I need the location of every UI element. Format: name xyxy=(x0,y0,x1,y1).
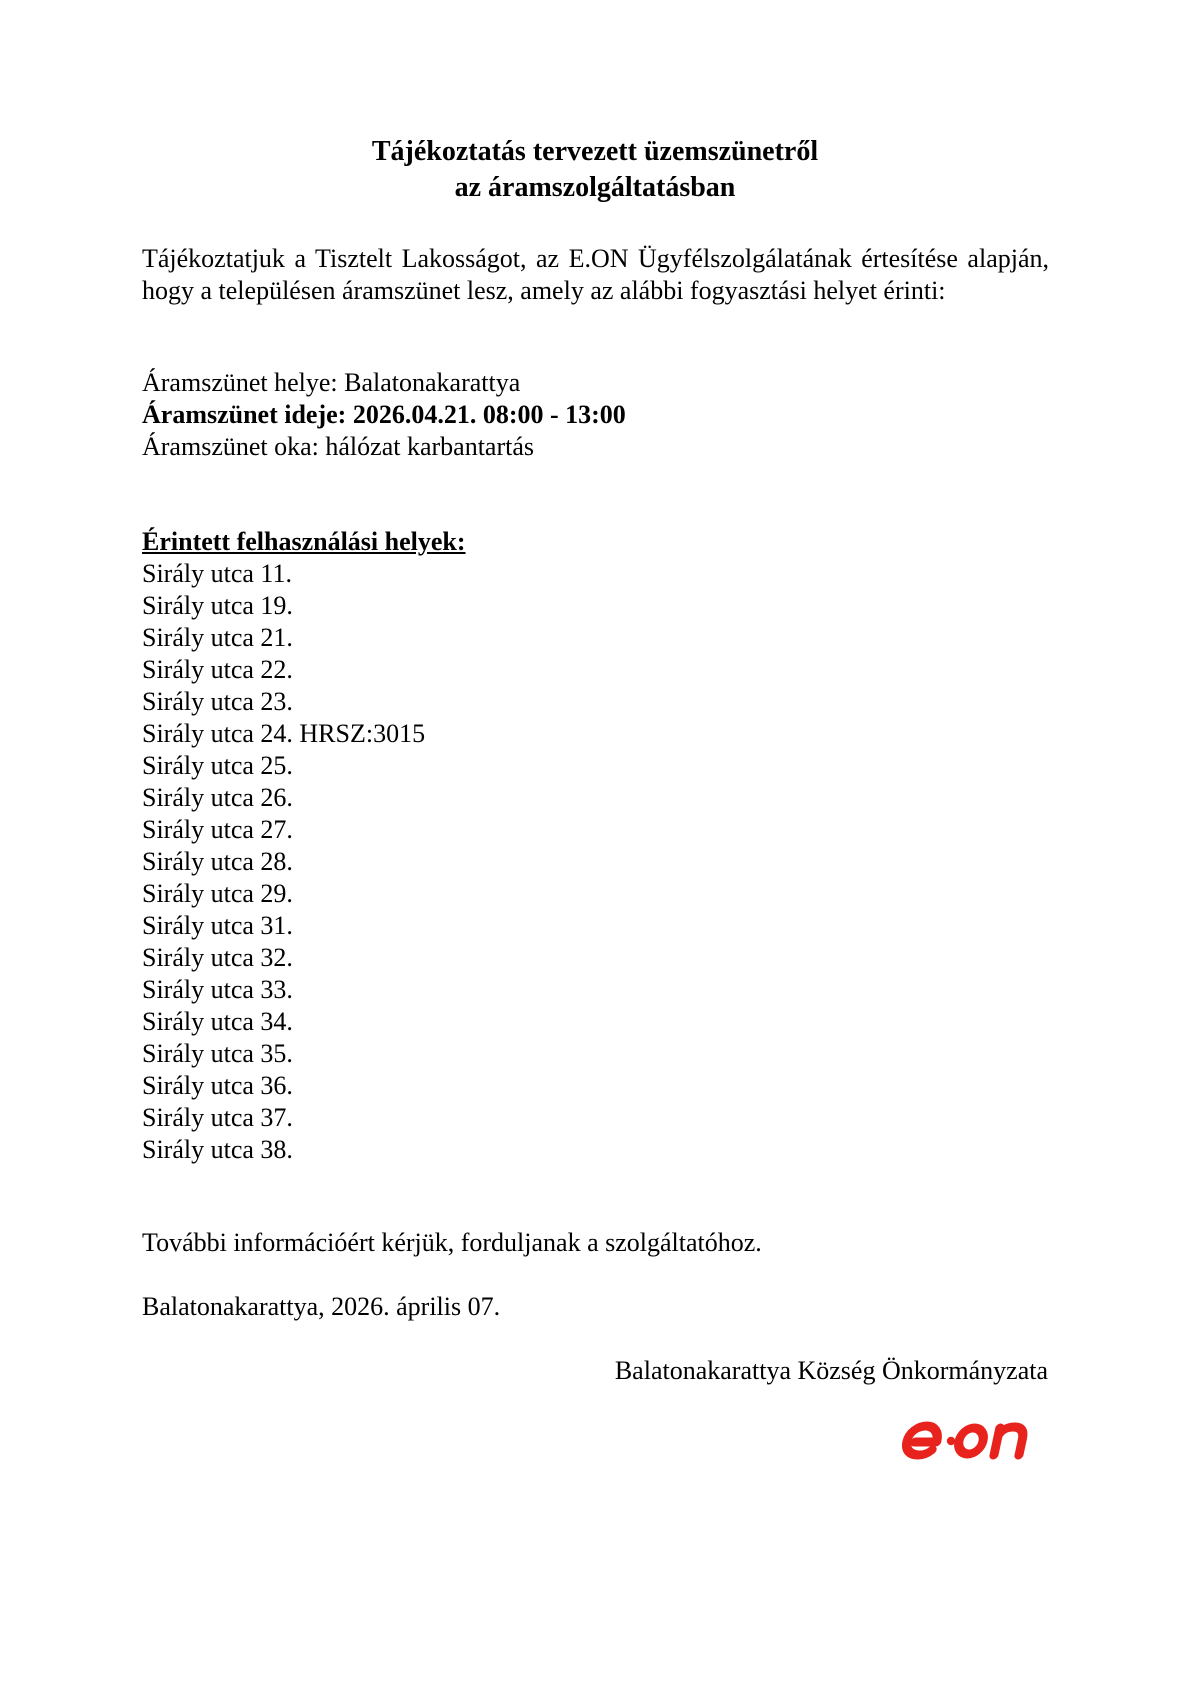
address-item: Sirály utca 23. xyxy=(142,687,293,716)
outage-info xyxy=(142,367,626,463)
logo-letter-n xyxy=(994,1427,1025,1455)
outage-location: Áramszünet helye: Balatonakarattya xyxy=(142,368,521,397)
affected-heading: Érintett felhasználási helyek: xyxy=(142,527,466,556)
intro-paragraph: Tájékoztatjuk a Tisztelt Lakosságot, az E.ON Ügyfélszolgálatának értesítése alapján, hogy a településen áramszünet lesz, amely az alábbi fogyasztási helyet érinti: xyxy=(142,244,1049,305)
address-item: Sirály utca 32. xyxy=(142,943,293,972)
address-item: Sirály utca 36. xyxy=(142,1071,293,1100)
outage-time: Áramszünet ideje: 2026.04.21. 08:00 - 13:00 xyxy=(142,400,626,429)
address-item: Sirály utca 26. xyxy=(142,783,293,812)
title-line-1: Tájékoztatás tervezett üzemszünetről xyxy=(371,136,819,167)
address-item: Sirály utca 25. xyxy=(142,751,293,780)
address-item: Sirály utca 34. xyxy=(142,1007,293,1036)
address-item: Sirály utca 31. xyxy=(142,911,293,940)
address-item: Sirály utca 35. xyxy=(142,1039,293,1068)
address-item: Sirály utca 28. xyxy=(142,847,293,876)
address-item: Sirály utca 22. xyxy=(142,655,293,684)
eon-logo xyxy=(900,1408,1040,1470)
logo-letter-o xyxy=(956,1428,986,1454)
address-item: Sirály utca 11. xyxy=(142,559,292,588)
title-line-2: az áramszolgáltatásban xyxy=(454,172,736,203)
address-item: Sirály utca 38. xyxy=(142,1135,293,1164)
logo-letter-e xyxy=(904,1426,940,1455)
address-item: Sirály utca 27. xyxy=(142,815,293,844)
address-item: Sirály utca 33. xyxy=(142,975,293,1004)
address-item: Sirály utca 21. xyxy=(142,623,293,652)
place-date: Balatonakarattya, 2026. április 07. xyxy=(142,1292,501,1321)
address-item: Sirály utca 37. xyxy=(142,1103,293,1132)
address-item: Sirály utca 24. HRSZ:3015 xyxy=(142,719,426,748)
affected-locations xyxy=(142,526,466,1166)
page-title xyxy=(0,134,1190,206)
address-item: Sirály utca 29. xyxy=(142,879,293,908)
outage-reason: Áramszünet oka: hálózat karbantartás xyxy=(142,432,534,461)
address-item: Sirály utca 19. xyxy=(142,591,293,620)
logo-dot xyxy=(947,1437,955,1445)
further-info: További információért kérjük, forduljanak a szolgáltatóhoz. xyxy=(142,1228,762,1257)
signature: Balatonakarattya Község Önkormányzata xyxy=(614,1356,1048,1385)
